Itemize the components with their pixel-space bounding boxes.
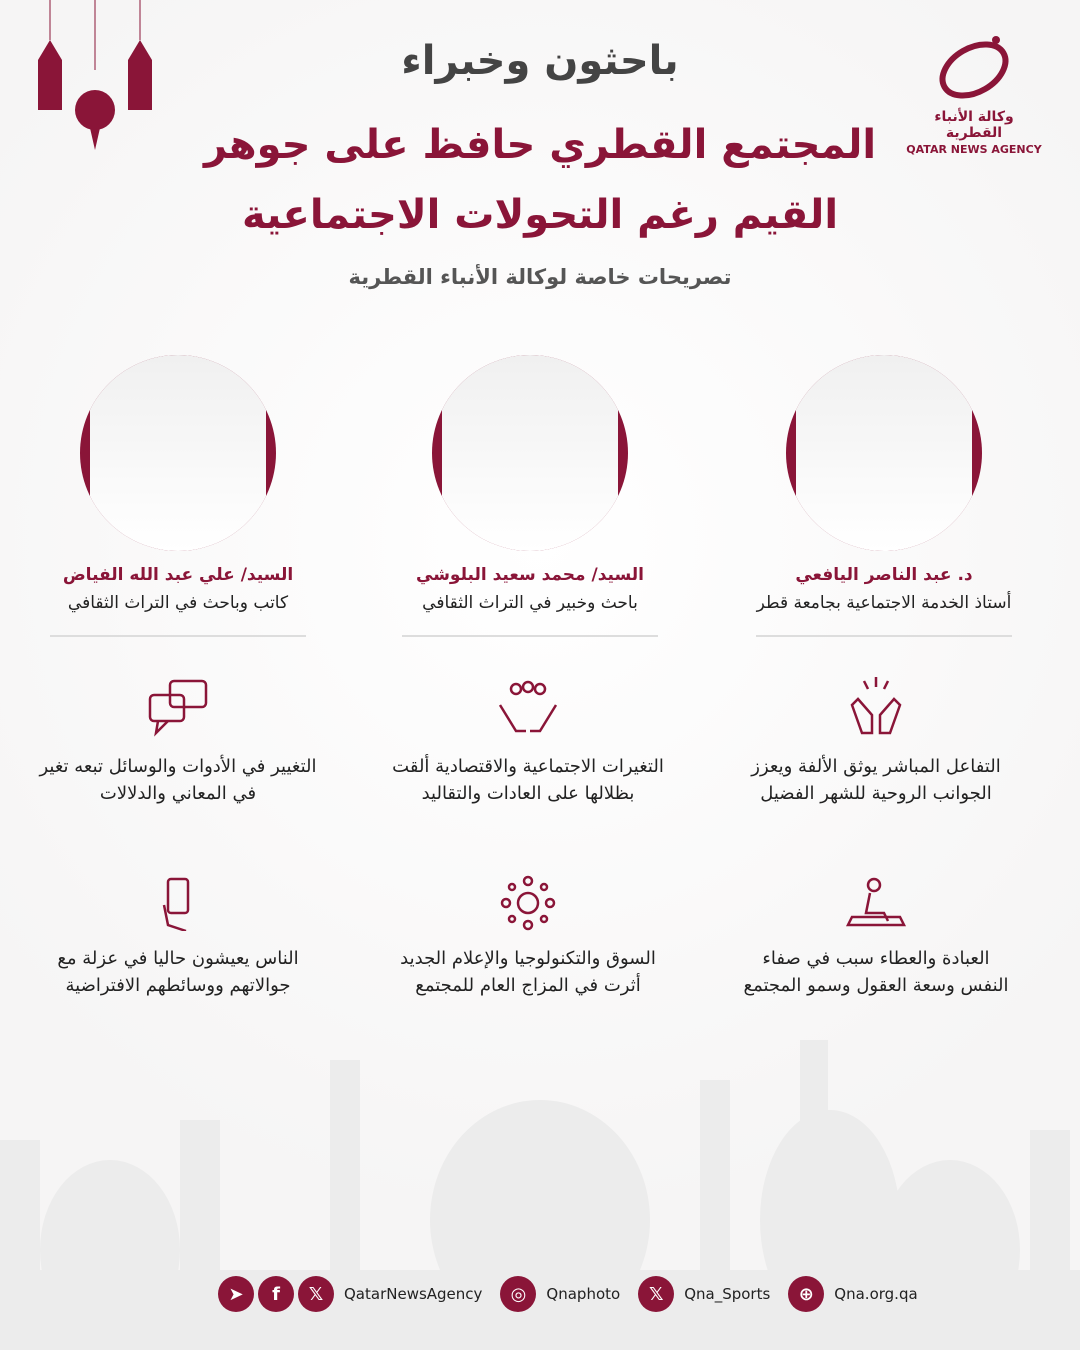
- phone-hand-icon: [146, 875, 210, 931]
- statement: [38, 875, 318, 999]
- statement-text: الناس يعيشون حاليا في عزلة مع جوالاتهم ووسائطهم الافتراضية: [57, 948, 299, 996]
- expert-photo: [432, 355, 628, 551]
- chat-bubbles-icon: [146, 675, 210, 739]
- network-icon: [496, 875, 560, 931]
- expert-photo: [80, 355, 276, 551]
- main-handle-link[interactable]: QatarNewsAgency: [344, 1285, 483, 1303]
- prayer-icon: [844, 875, 908, 931]
- website-link[interactable]: Qna.org.qa: [834, 1285, 918, 1303]
- statement-text: التغيير في الأدوات والوسائل تبعه تغير في المعاني والدلالات: [39, 756, 317, 804]
- x-icon[interactable]: 𝕏: [298, 1276, 334, 1312]
- instagram-icon[interactable]: ◎: [500, 1276, 536, 1312]
- expert-photo: [786, 355, 982, 551]
- expert-role: أستاذ الخدمة الاجتماعية بجامعة قطر: [756, 593, 1012, 613]
- statement: [38, 675, 318, 807]
- divider: [50, 635, 306, 637]
- statement: [388, 675, 668, 807]
- expert-name: السيد/ علي عبد الله الفياض: [62, 565, 294, 585]
- statement-text: العبادة والعطاء سبب في صفاء النفس وسعة العقول وسمو المجتمع: [743, 948, 1009, 996]
- expert-name: د. عبد الناصر اليافعي: [795, 565, 973, 585]
- logo-english-name: QATAR NEWS AGENCY: [906, 143, 1042, 156]
- expert-card: [380, 355, 680, 637]
- expert-card: [28, 355, 328, 637]
- facebook-icon[interactable]: f: [258, 1276, 294, 1312]
- sports-link[interactable]: Qna_Sports: [684, 1285, 771, 1303]
- expert-name: السيد/ محمد سعيد البلوشي: [416, 565, 644, 585]
- social-footer: [218, 1276, 932, 1312]
- logo-arabic-name: وكالة الأنباء القطرية: [934, 109, 1014, 141]
- divider: [756, 635, 1012, 637]
- x-icon[interactable]: 𝕏: [638, 1276, 674, 1312]
- headline-line-1: المجتمع القطري حافظ على جوهر: [203, 122, 877, 168]
- statement: [736, 875, 1016, 999]
- expert-role: باحث وخبير في التراث الثقافي: [422, 593, 638, 613]
- headline-line-2: القيم رغم التحولات الاجتماعية: [241, 192, 839, 238]
- statement: [736, 675, 1016, 807]
- divider: [402, 635, 658, 637]
- instagram-link[interactable]: Qnaphoto: [546, 1285, 621, 1303]
- kicker-title: باحثون وخبراء: [401, 38, 679, 84]
- expert-card: [734, 355, 1034, 637]
- telegram-icon[interactable]: ➤: [218, 1276, 254, 1312]
- community-hands-icon: [496, 675, 560, 739]
- expert-role: كاتب وباحث في التراث الثقافي: [67, 593, 289, 613]
- raised-hands-icon: [844, 675, 908, 739]
- statement-text: التفاعل المباشر يوثق الألفة ويعزز الجوانب الروحية للشهر الفضيل: [751, 756, 1001, 804]
- statement-text: التغيرات الاجتماعية والاقتصادية ألقت بظلالها على العادات والتقاليد: [392, 756, 664, 804]
- headline: [0, 110, 1080, 250]
- statement-text: السوق والتكنولوجيا والإعلام الجديد أثرت في المزاج العام للمجتمع: [400, 948, 656, 996]
- globe-icon[interactable]: ⊕: [788, 1276, 824, 1312]
- subtitle: تصريحات خاصة لوكالة الأنباء القطرية: [348, 265, 732, 289]
- statement: [388, 875, 668, 999]
